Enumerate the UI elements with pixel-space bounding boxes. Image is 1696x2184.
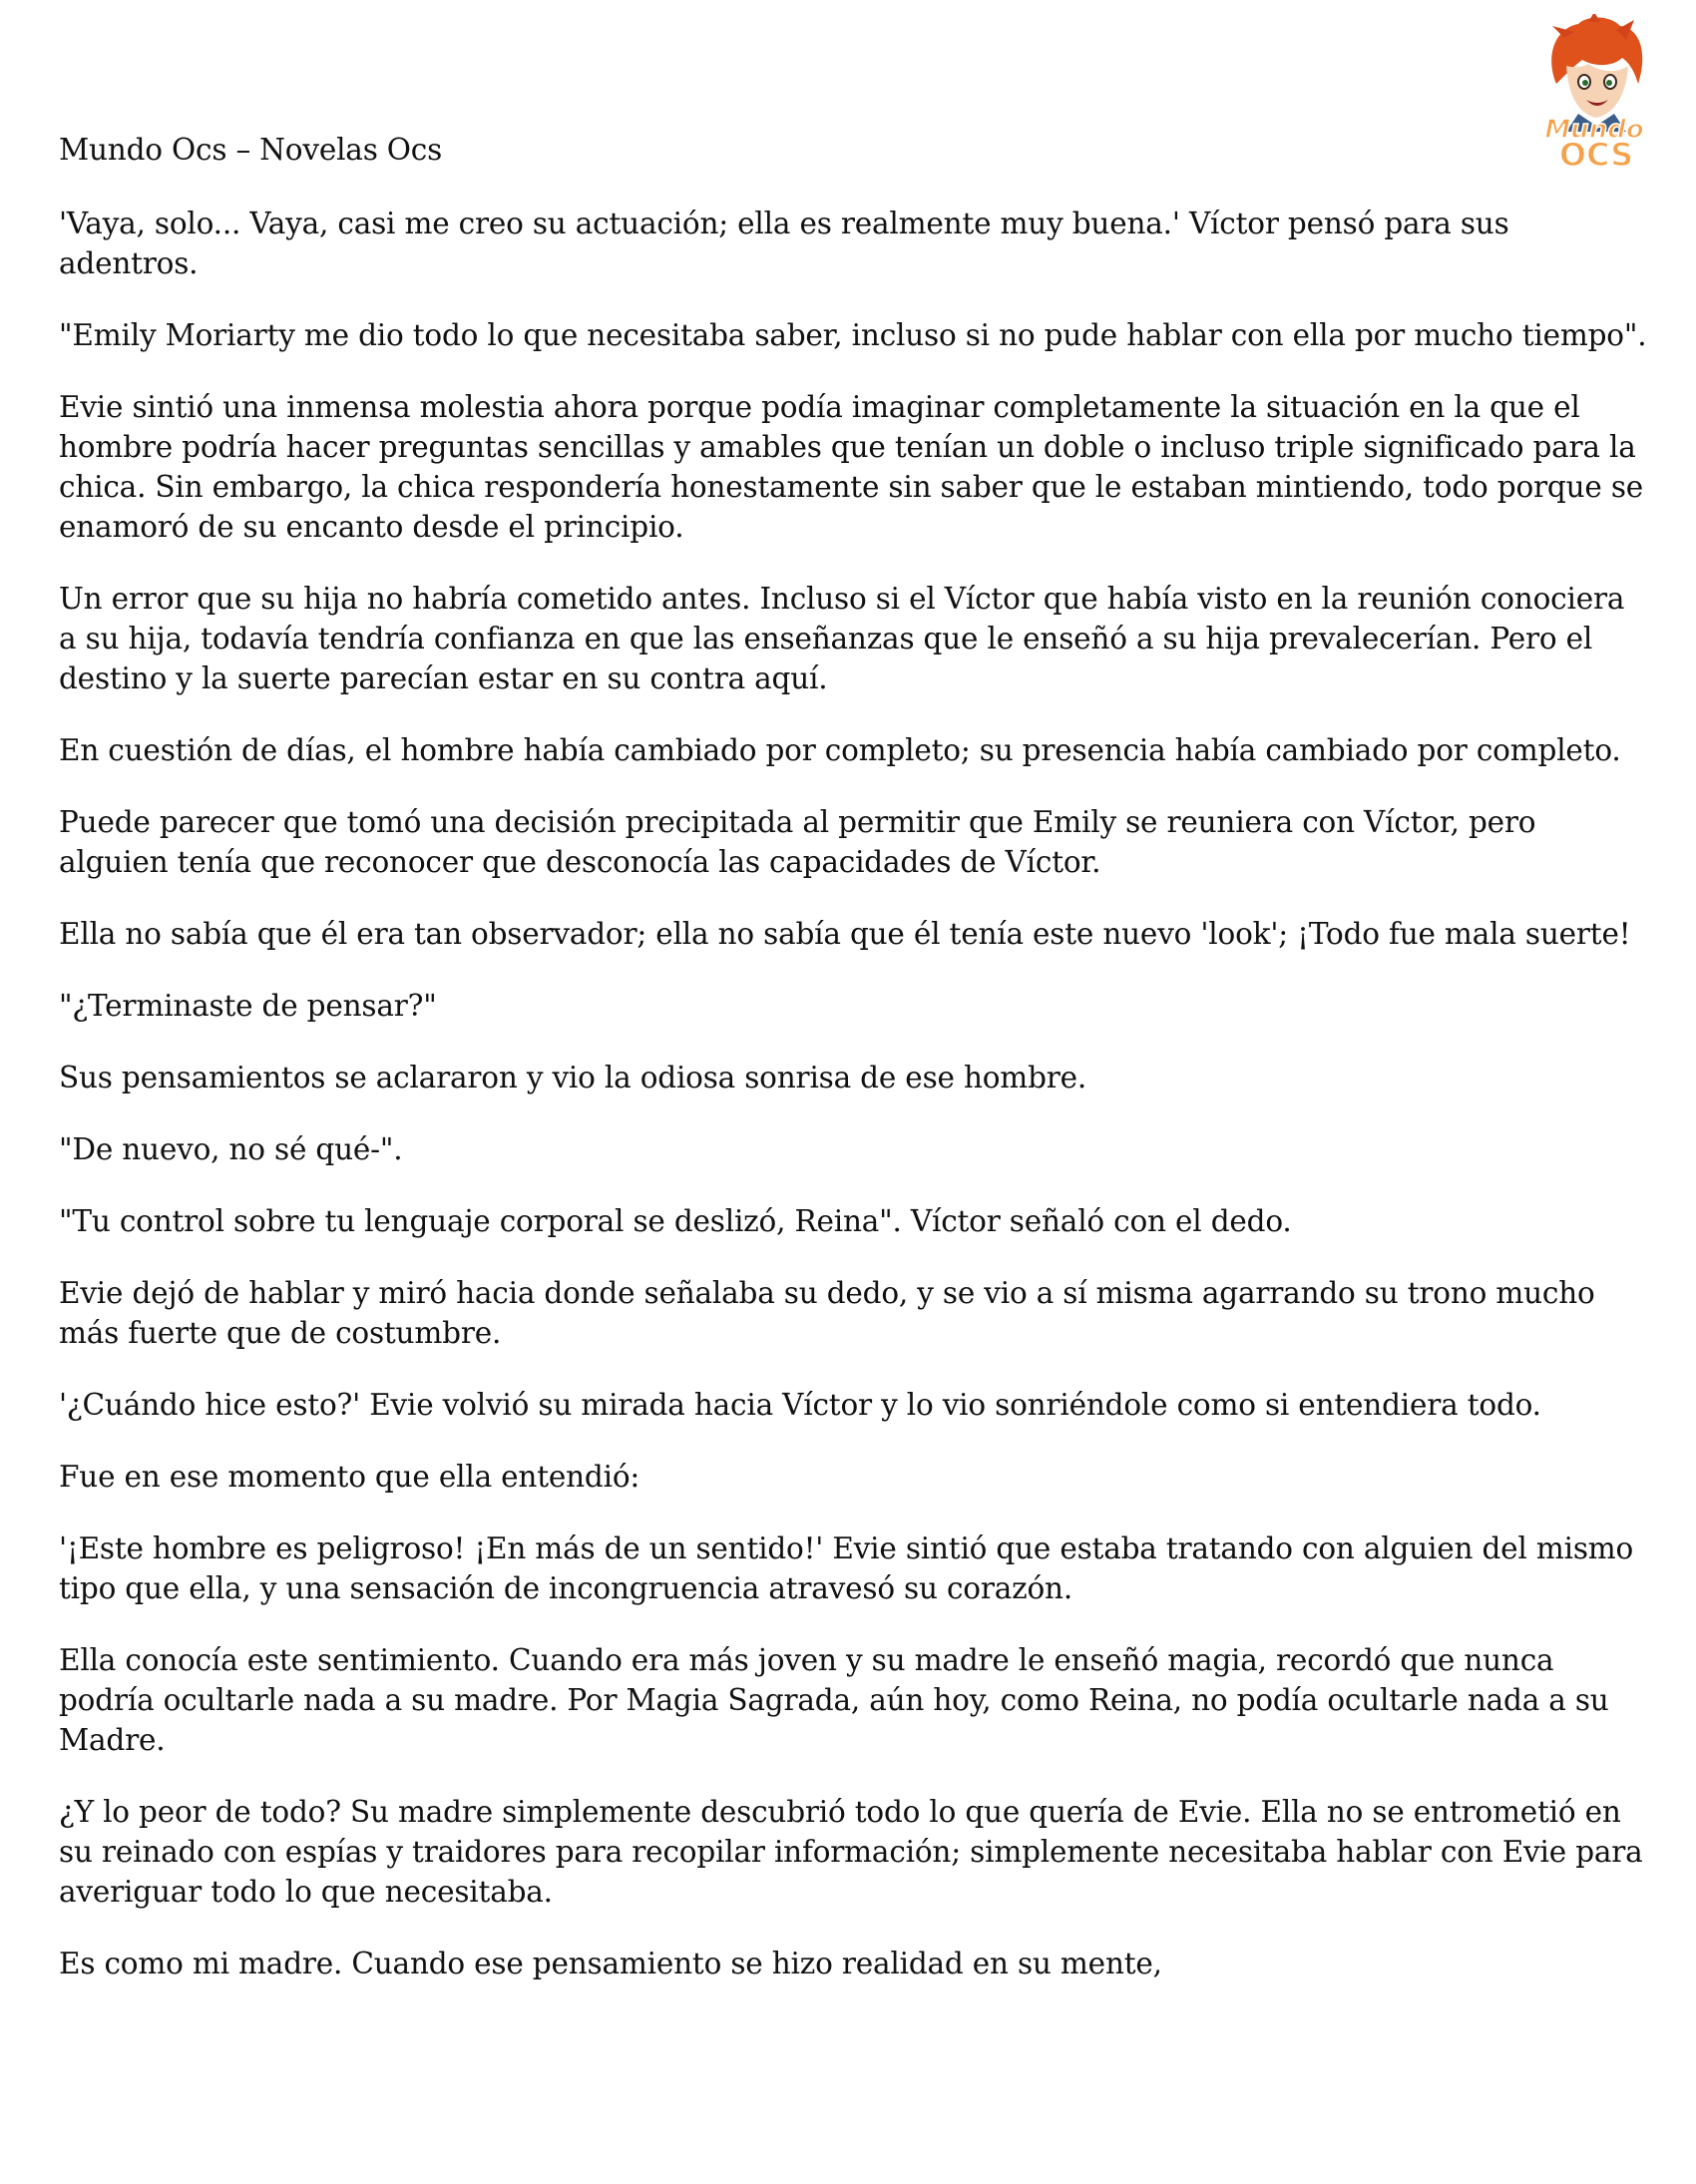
logo-text-bottom: OCS [1558, 136, 1634, 170]
paragraph-6: Puede parecer que tomó una decisión precipitada al permitir que Emily se reuniera con Víctor, pero alguien tenía que reconocer que desconocía las capacidades de Víctor. [59, 805, 1536, 879]
paragraph-11: "Tu control sobre tu lenguaje corporal se deslizó, Reina". Víctor señaló con el dedo. [59, 1204, 1292, 1238]
document-body [59, 130, 1647, 2015]
paragraph-10: "De nuevo, no sé qué-". [59, 1132, 403, 1166]
logo-text-top: Mundo [1544, 115, 1644, 145]
paragraph-13: '¿Cuándo hice esto?' Evie volvió su mirada hacia Víctor y lo vio sonriéndole como si entendiera todo. [59, 1388, 1541, 1422]
paragraph-16: Ella conocía este sentimiento. Cuando era más joven y su madre le enseñó magia, recordó que nunca podría ocultarle nada a su madre. Por Magia Sagrada, aún hoy, como Reina, no podía ocultarle nada a su Madre. [59, 1643, 1609, 1757]
paragraph-14: Fue en ese momento que ella entendió: [59, 1460, 640, 1494]
paragraph-9: Sus pensamientos se aclararon y vio la odiosa sonrisa de ese hombre. [59, 1061, 1087, 1094]
paragraph-1: 'Vaya, solo... Vaya, casi me creo su actuación; ella es realmente muy buena.' Víctor pensó para sus adentros. [59, 207, 1509, 280]
paragraph-2: "Emily Moriarty me dio todo lo que necesitaba saber, incluso si no pude hablar con ella por mucho tiempo". [59, 318, 1647, 352]
paragraph-17: ¿Y lo peor de todo? Su madre simplemente descubrió todo lo que quería de Evie. Ella no se entrometió en su reinado con espías y traidores para recopilar información; simplemente necesitaba hablar con Evie para averiguar todo lo que necesitaba. [59, 1795, 1643, 1909]
paragraph-7: Ella no sabía que él era tan observador; ella no sabía que él tenía este nuevo 'look'; ¡Todo fue mala suerte! [59, 917, 1631, 951]
paragraph-8: "¿Terminaste de pensar?" [59, 989, 437, 1023]
paragraph-5: En cuestión de días, el hombre había cambiado por completo; su presencia había cambiado por completo. [59, 733, 1621, 767]
paragraph-18: Es como mi madre. Cuando ese pensamiento se hizo realidad en su mente, [59, 1947, 1162, 1980]
paragraph-3: Evie sintió una inmensa molestia ahora porque podía imaginar completamente la situación en la que el hombre podría hacer preguntas sencillas y amables que tenían un doble o incluso triple significado para la chica. Sin embargo, la chica respondería honestamente sin saber que le estaban mintiendo, todo porque se enamoró de su encanto desde el principio. [59, 390, 1644, 544]
paragraph-15: '¡Este hombre es peligroso! ¡En más de un sentido!' Evie sintió que estaba tratando con alguien del mismo tipo que ella, y una sensación de incongruencia atravesó su corazón. [59, 1531, 1634, 1605]
paragraph-4: Un error que su hija no habría cometido antes. Incluso si el Víctor que había visto en la reunión conociera a su hija, todavía tendría confianza en que las enseñanzas que le enseñó a su hija prevalecerían. Pero el destino y la suerte parecían estar en su contra aquí. [59, 582, 1625, 695]
paragraph-12: Evie dejó de hablar y miró hacia donde señalaba su dedo, y se vio a sí misma agarrando su trono mucho más fuerte que de costumbre. [59, 1276, 1595, 1350]
site-title: Mundo Ocs – Novelas Ocs [59, 133, 443, 167]
